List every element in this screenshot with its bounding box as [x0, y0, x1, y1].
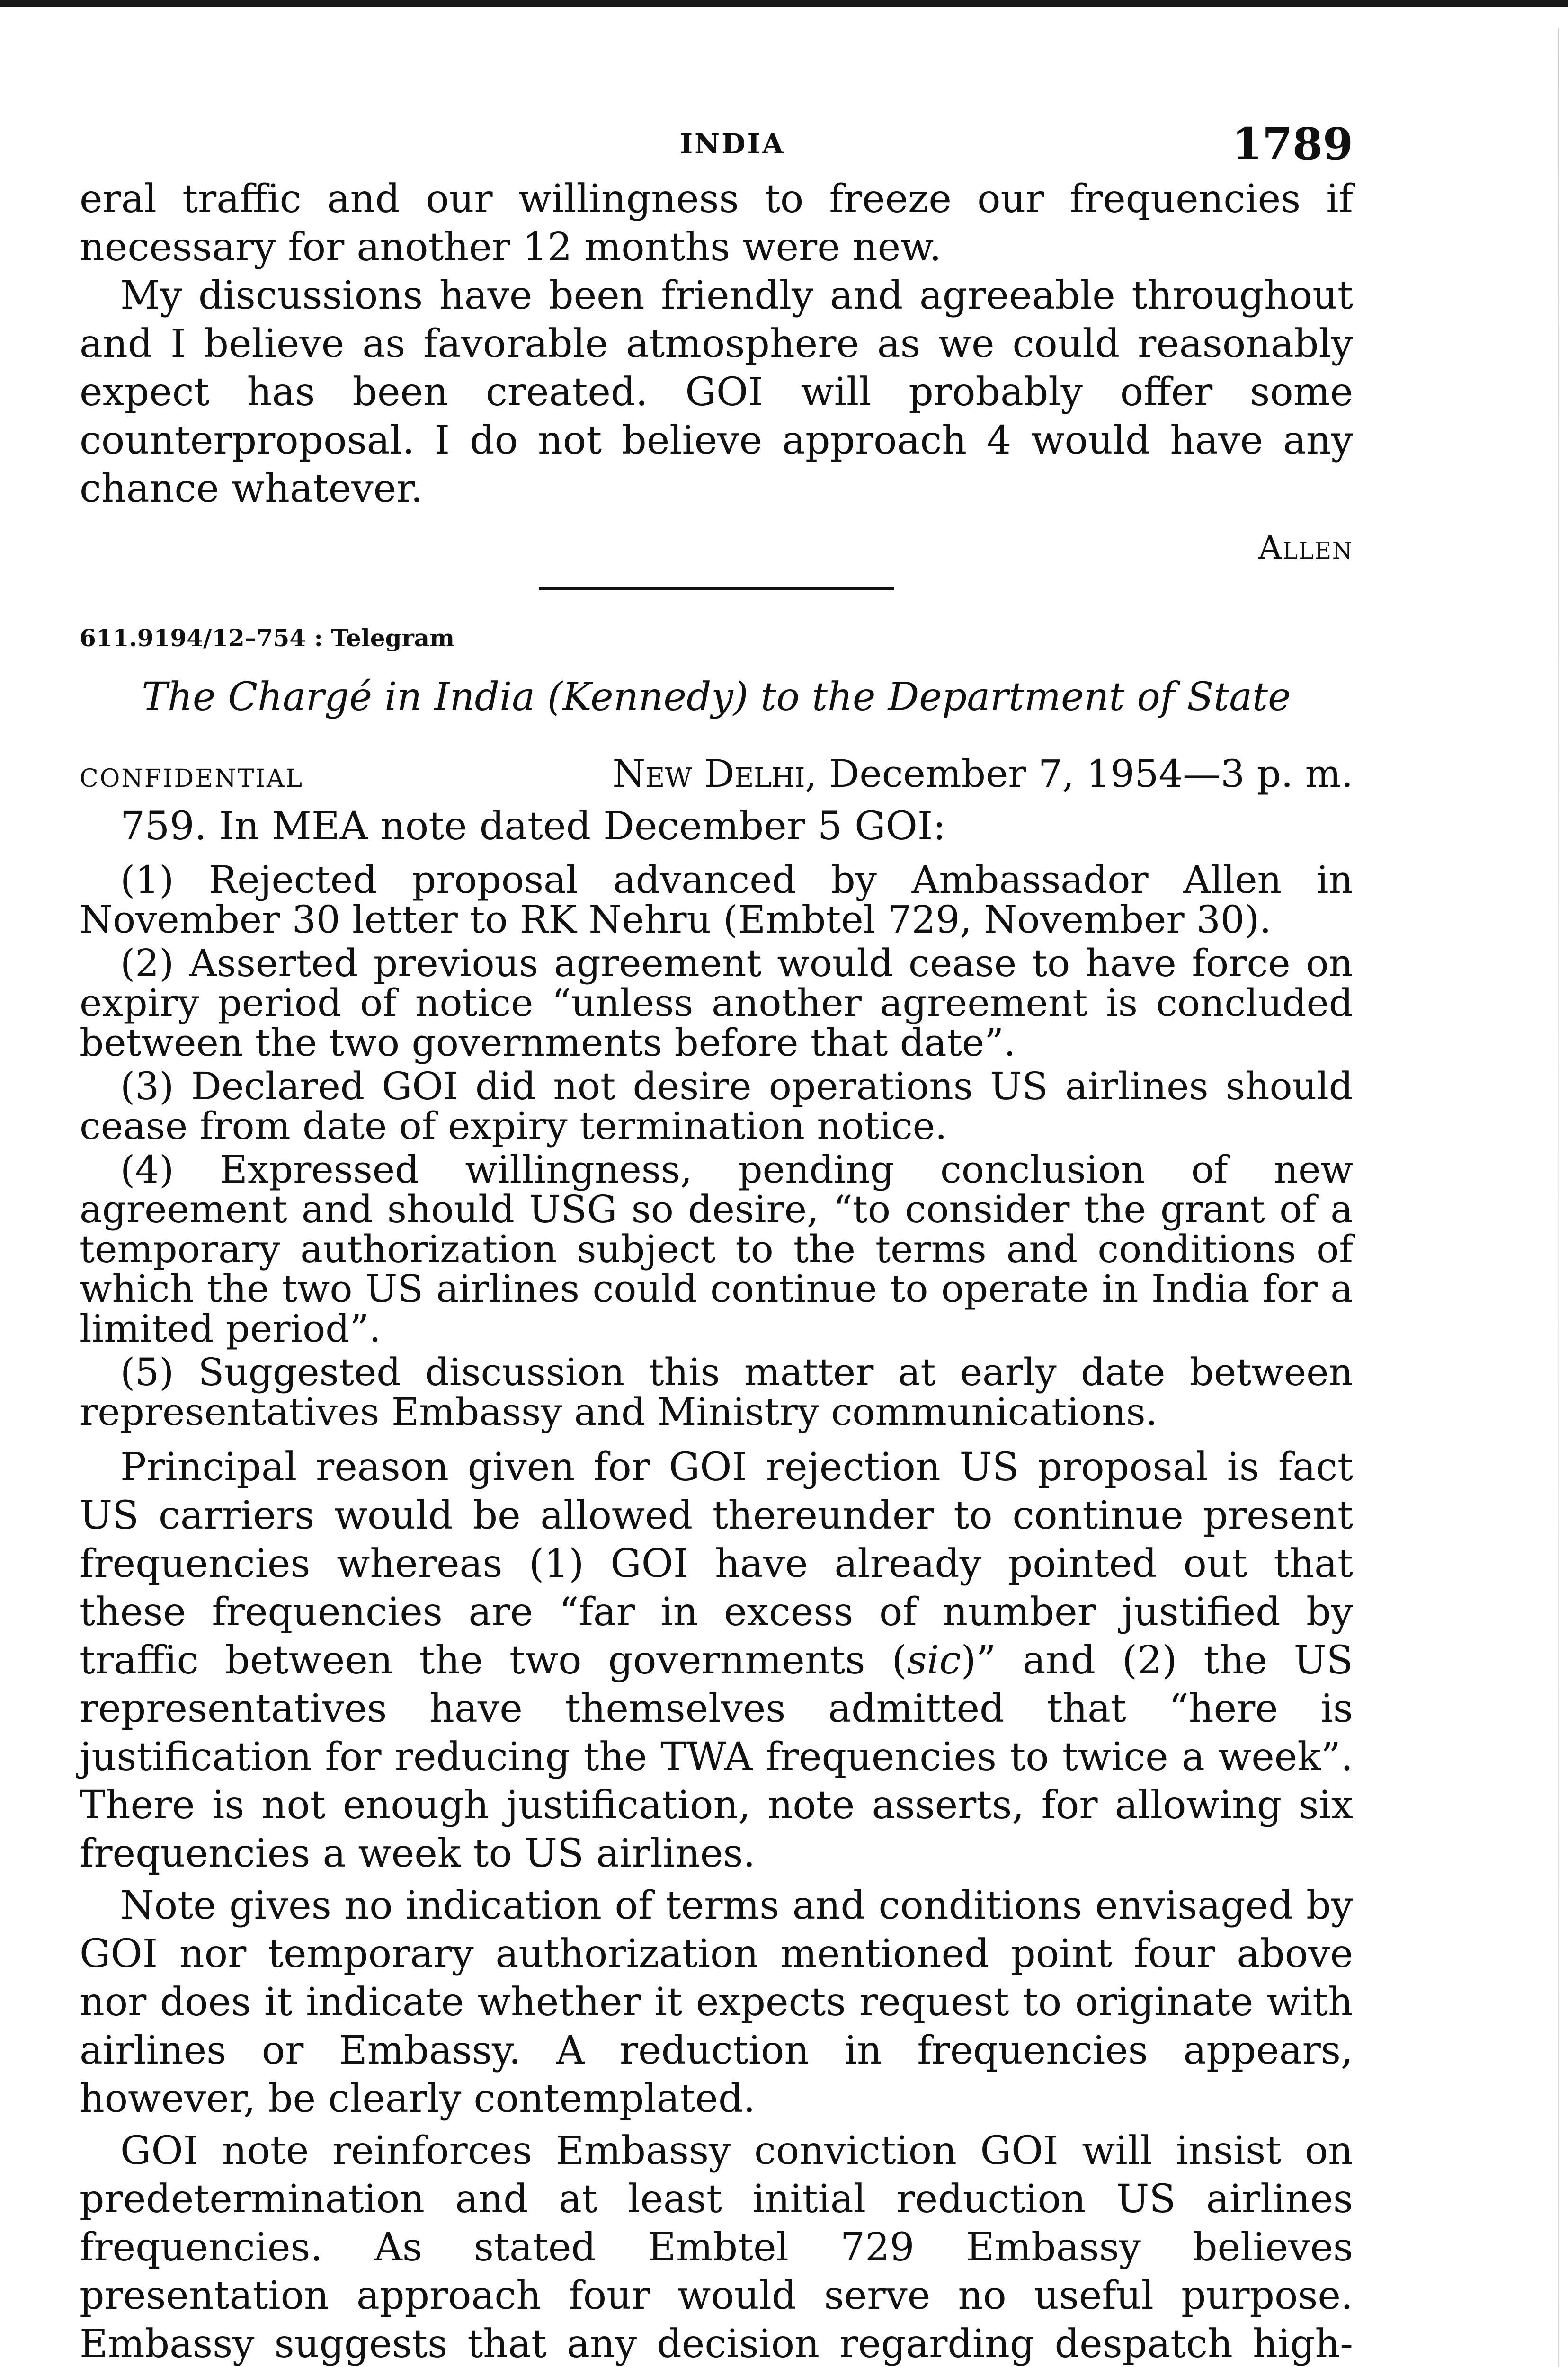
telegram-intro: 759. In MEA note dated December 5 GOI: [120, 804, 946, 849]
body-paragraph-1-end: )” and (2) the US representatives have themselves admitted that “here is justification for reducing the TWA frequencies to twice a week”. There is not enough justification, note asserts, for allowing six frequencies a week to US airlines. [80, 1638, 1353, 1876]
document-page [80, 118, 1353, 2367]
point-2: (2) Asserted previous agreement would cease to have force on expiry period of notice “unless another agreement is concluded between the two governments before that date”. [80, 941, 1353, 1065]
body-paragraph-3 [80, 2127, 1353, 2367]
dateline [80, 752, 1353, 796]
signature: Allen [1258, 529, 1353, 567]
date: December 7, 1954—3 p. m. [829, 752, 1353, 796]
sic-marker: sic [907, 1638, 961, 1683]
section-divider [539, 587, 894, 590]
place: New Delhi, [612, 752, 817, 796]
place-and-date [612, 752, 1353, 796]
telegram-body [80, 1443, 1353, 2367]
scan-top-edge [0, 0, 1568, 7]
running-title: INDIA [680, 128, 785, 160]
point-4: (4) Expressed willingness, pending conclusion of new agreement and should USG so desire, “to consider the grant of a temporary authorization subject to the terms and conditions of which the two US airlines could continue to operate in India for a limited period”. [80, 1148, 1353, 1351]
running-header [80, 118, 1353, 175]
document-title: The Chargé in India (Kennedy) to the Department of State [142, 675, 1291, 720]
point-3: (3) Declared GOI did not desire operations US airlines should cease from date of expiry termination notice. [80, 1064, 1353, 1148]
body-paragraph-3-start: GOI note reinforces Embassy conviction GOI will insist on predetermination and at least initial reduction US airlines frequencies. As stated Embtel 729 Embassy believes presentation approach four would serve no useful purpose. Embassy suggests that any decision regarding despatch high- [80, 2128, 1353, 2367]
continued-paragraph: eral traffic and our willingness to freeze our frequencies if necessary for another 12 months were new. [80, 177, 1353, 270]
point-1: (1) Rejected proposal advanced by Ambassador Allen in November 30 letter to RK Nehru (Embtel 729, November 30). [80, 858, 1353, 942]
body-paragraph-1-start: Principal reason given for GOI rejection US proposal is fact US carriers would be allowed thereunder to continue present frequencies whereas (1) GOI have already pointed out that these frequencies are “far in excess of number justified by traffic between the two governments ( [80, 1445, 1353, 1683]
file-number: 611.9194/12–754 : Telegram [80, 624, 455, 652]
body-paragraph-1 [80, 1443, 1353, 1878]
numbered-points [80, 860, 1353, 1432]
body-paragraph-2: Note gives no indication of terms and conditions envisaged by GOI nor temporary authorization mentioned point four above nor does it indicate whether it expects request to originate with airlines or Embassy. A reduction in frequencies appears, however, be clearly contemplated. [80, 1883, 1353, 2121]
point-5: (5) Suggested discussion this matter at early date between representatives Embassy and Ministry communications. [80, 1350, 1353, 1434]
classification-label: CONFIDENTIAL [80, 765, 303, 793]
closing-paragraph: My discussions have been friendly and agreeable throughout and I believe as favorable atmosphere as we could reasonably expect has been created. GOI will probably offer some counterproposal. I do not believe approach 4 would have any chance whatever. [80, 273, 1353, 511]
scan-right-edge [1558, 28, 1559, 2367]
page-number: 1789 [1231, 118, 1353, 169]
